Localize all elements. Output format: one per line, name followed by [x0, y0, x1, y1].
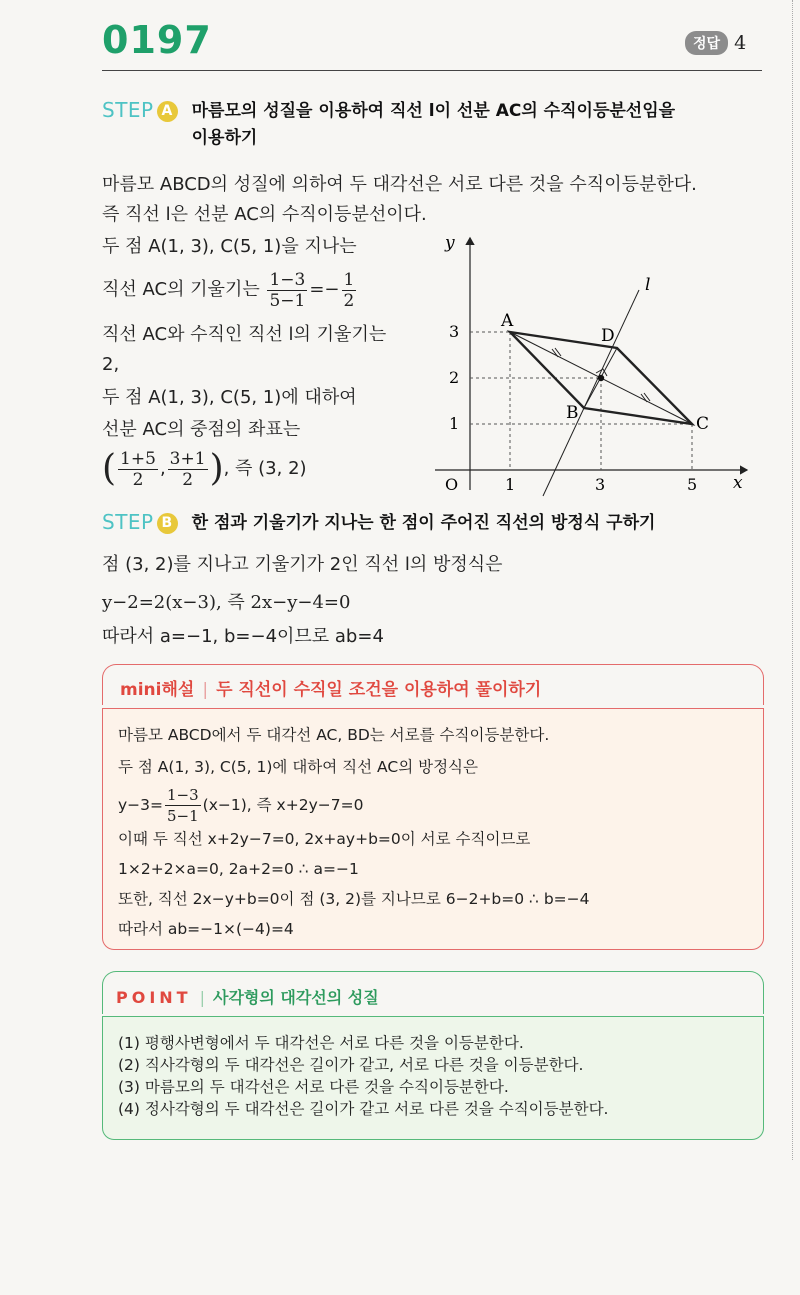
- mini-line1: 마름모 ABCD에서 두 대각선 AC, BD는 서로를 수직이등분한다.: [118, 726, 550, 744]
- step-b-heading: [102, 510, 655, 537]
- step-b-tag: STEP B: [102, 510, 178, 534]
- step-a-line1: 마름모 ABCD의 성질에 의하여 두 대각선은 서로 다른 것을 수직이등분한다.: [102, 174, 697, 195]
- page-edge-divider: [792, 0, 794, 1160]
- point-item-1: (1) 평행사변형에서 두 대각선은 서로 다른 것을 이등분한다.: [118, 1034, 524, 1052]
- point-heading: POINT | 사각형의 대각선의 성질: [116, 988, 379, 1007]
- step-a-title: 마름모의 성질을 이용하여 직선 l이 선분 AC의 수직이등분선임을 이용하기: [191, 101, 676, 148]
- step-b-line2: y−2=2(x−3), 즉 2x−y−4=0: [102, 592, 351, 613]
- step-a-line6: 2,: [102, 354, 120, 375]
- mini-line2: 두 점 A(1, 3), C(5, 1)에 대하여 직선 AC의 방정식은: [118, 758, 478, 776]
- step-a-line2: 즉 직선 l은 선분 AC의 수직이등분선이다.: [102, 204, 427, 225]
- step-b-line1: 점 (3, 2)를 지나고 기울기가 2인 직선 l의 방정식은: [102, 554, 503, 575]
- y-tick-1: 1: [449, 414, 460, 433]
- x-tick-1: 1: [505, 475, 516, 494]
- mini-line6: 또한, 직선 2x−y+b=0이 점 (3, 2)를 지나므로 6−2+b=0 ∴ b=−4: [118, 890, 590, 908]
- x-tick-3: 3: [595, 475, 606, 494]
- point-a-label: A: [501, 311, 514, 331]
- answer-value: 4: [734, 32, 747, 54]
- step-a-midpoint: ( $\frac{1+5}{2}$ , $\frac{3+1}{2}$ ), 즉 (3, 2): [102, 448, 307, 490]
- point-d-label: D: [601, 326, 615, 346]
- y-axis-label: y: [445, 233, 455, 253]
- rhombus-graph: [425, 228, 765, 500]
- x-axis-label: x: [733, 473, 743, 493]
- mini-line5: 1×2+2×a=0, 2a+2=0 ∴ a=−1: [118, 860, 359, 878]
- step-a-tag: STEP A: [102, 98, 178, 122]
- step-a-line8: 선분 AC의 중점의 좌표는: [102, 419, 301, 440]
- point-item-3: (3) 마름모의 두 대각선은 서로 다른 것을 수직이등분한다.: [118, 1078, 509, 1096]
- problem-number: 0197: [102, 18, 212, 62]
- line-l-label: l: [645, 275, 651, 295]
- mid-fraction-2: $\frac{3+1}{2}$: [169, 448, 206, 490]
- origin-label: O: [445, 475, 459, 494]
- answer-badge: 정답: [685, 31, 728, 55]
- step-b-title: 한 점과 기울기가 지나는 한 점이 주어진 직선의 방정식 구하기: [191, 513, 656, 533]
- mini-line3: y−3= $\frac{1-3}{5-1}$ (x−1), 즉 x+2y−7=0: [118, 786, 364, 825]
- point-b-label: B: [566, 403, 579, 423]
- line-l: [543, 290, 639, 496]
- step-b-line3: 따라서 a=−1, b=−4이므로 ab=4: [102, 626, 384, 647]
- step-a-slope: 직선 AC의 기울기는 $\frac{1-3}{5-1}$ =− $\frac{1}{2}$: [102, 269, 355, 311]
- header-rule: [102, 70, 762, 71]
- step-a-letter: A: [157, 101, 178, 122]
- mini-line4: 이때 두 직선 x+2y−7=0, 2x+ay+b=0이 서로 수직이므로: [118, 830, 531, 848]
- step-b-letter: B: [157, 513, 178, 534]
- point-c-label: C: [696, 414, 710, 434]
- x-tick-5: 5: [687, 475, 698, 494]
- step-a-line7: 두 점 A(1, 3), C(5, 1)에 대하여: [102, 387, 357, 408]
- y-tick-2: 2: [449, 368, 460, 387]
- step-a-heading: [102, 98, 675, 152]
- mid-fraction-1: $\frac{1+5}{2}$: [120, 448, 156, 490]
- slope-fraction-1: $\frac{1-3}{5-1}$: [269, 269, 306, 311]
- mini-fraction: $\frac{1-3}{5-1}$: [167, 786, 199, 825]
- slope-fraction-2: $\frac{1}{2}$: [343, 269, 355, 311]
- midpoint-dot: [598, 375, 604, 381]
- mini-line7: 따라서 ab=−1×(−4)=4: [118, 920, 294, 938]
- point-item-4: (4) 정사각형의 두 대각선은 길이가 같고 서로 다른 것을 수직이등분한다.: [118, 1100, 609, 1118]
- point-item-2: (2) 직사각형의 두 대각선은 길이가 같고, 서로 다른 것을 이등분한다.: [118, 1056, 584, 1074]
- step-a-line5: 직선 AC와 수직인 직선 l의 기울기는: [102, 324, 387, 345]
- y-tick-3: 3: [449, 322, 460, 341]
- step-a-line3: 두 점 A(1, 3), C(5, 1)을 지나는: [102, 236, 357, 257]
- answer-area: [685, 31, 746, 55]
- mini-heading: mini해설 | 두 직선이 수직일 조건을 이용하여 풀이하기: [120, 680, 542, 700]
